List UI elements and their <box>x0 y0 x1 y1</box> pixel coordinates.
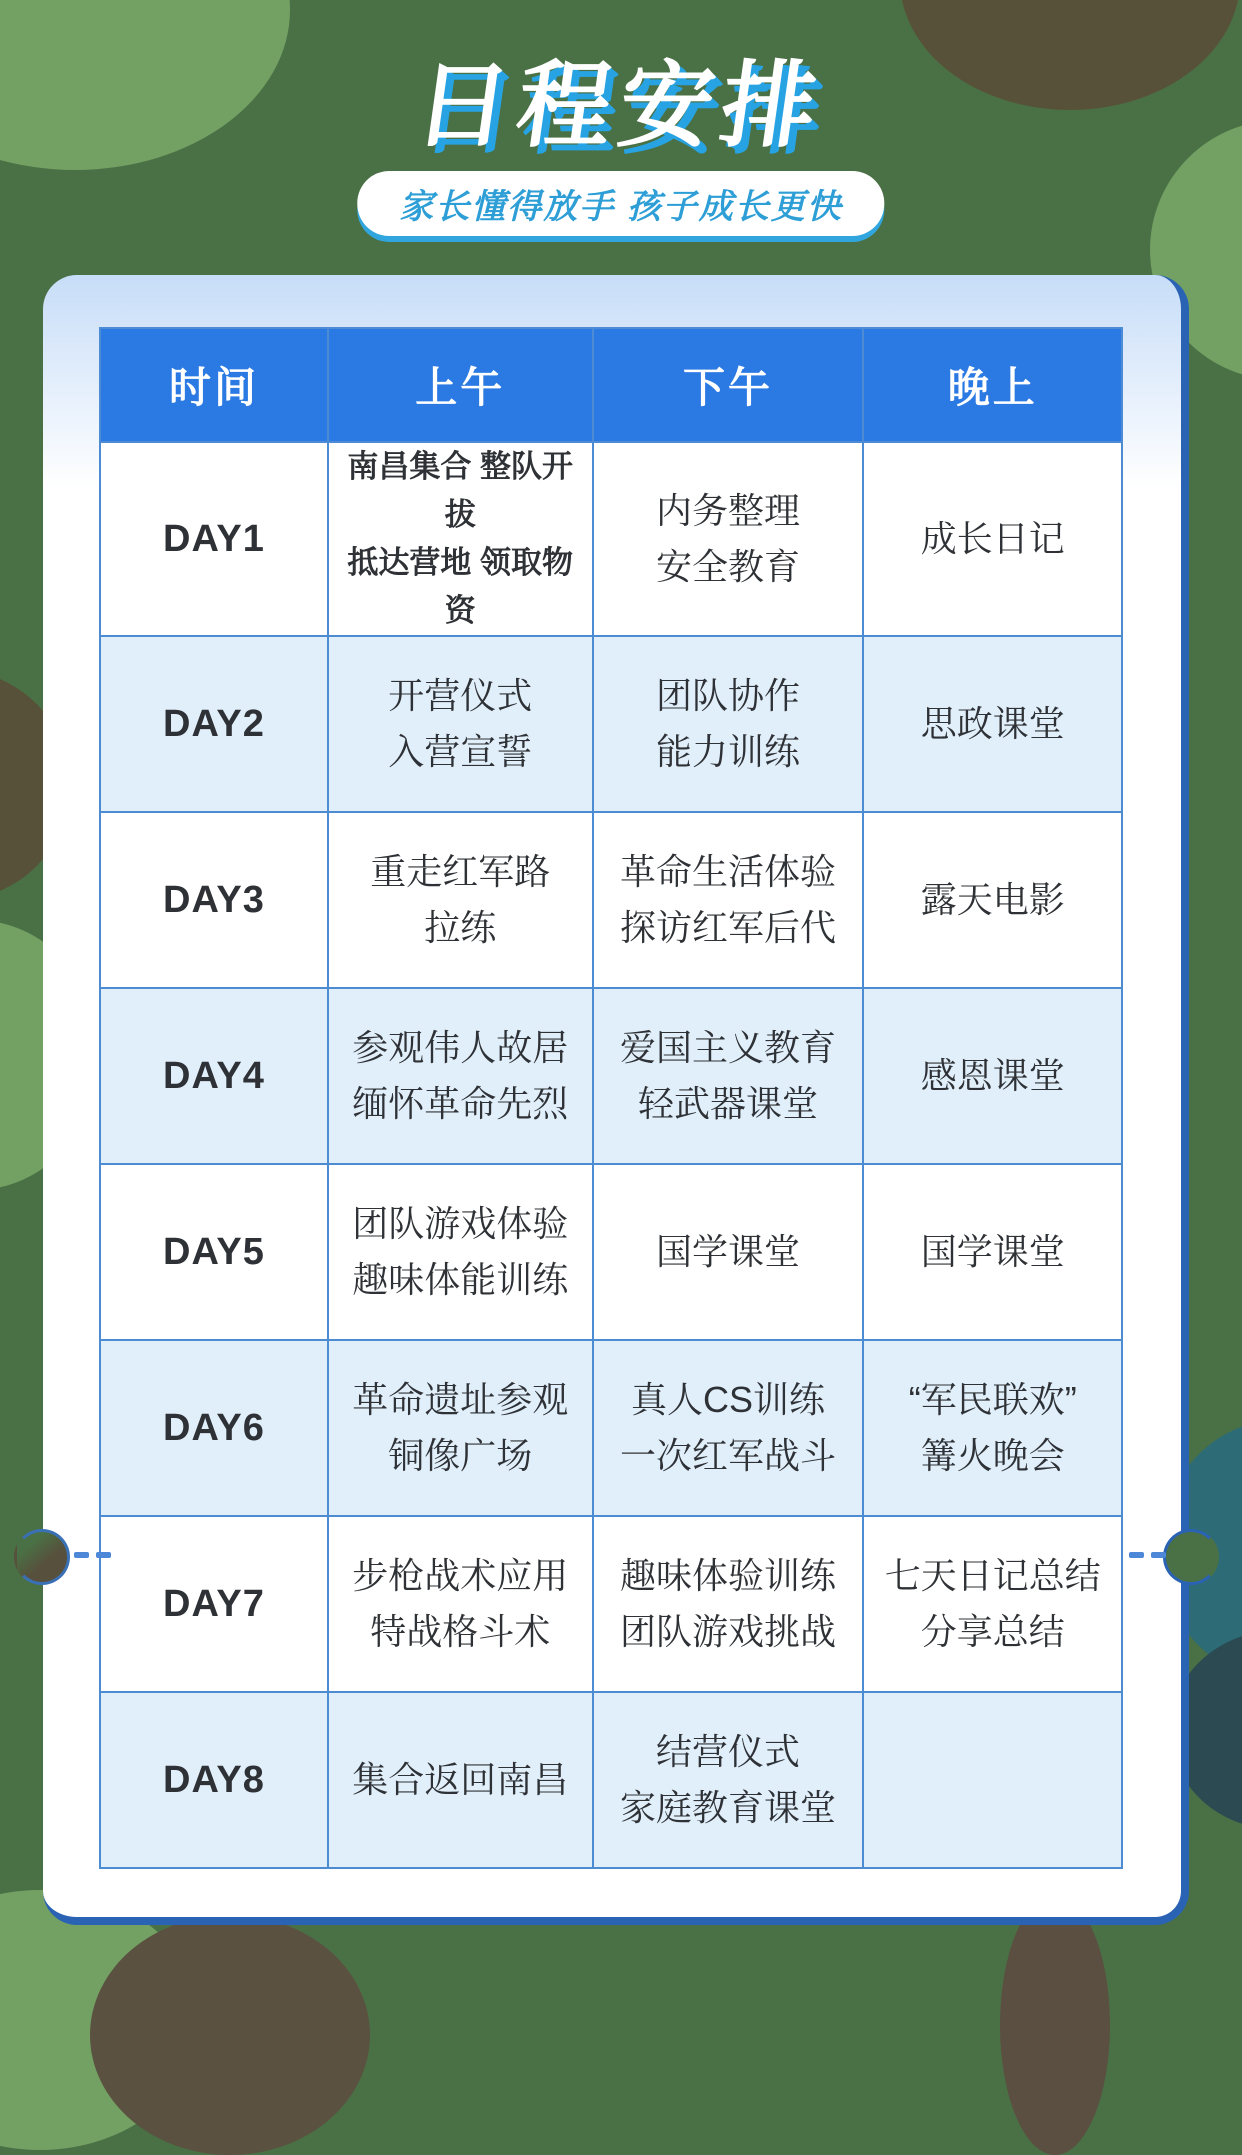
table-row <box>100 1340 1122 1516</box>
activity-line: 分享总结 <box>920 1611 1065 1653</box>
evening-cell <box>863 1164 1122 1340</box>
table-row <box>100 1164 1122 1340</box>
schedule-table <box>99 327 1123 1869</box>
activity-line: “军民联欢” <box>908 1379 1077 1421</box>
activity-line: 安全教育 <box>655 546 800 588</box>
table-row <box>100 442 1122 636</box>
activity-line: 趣味体能训练 <box>352 1259 569 1301</box>
activity-line: 团队游戏体验 <box>352 1203 569 1245</box>
day-label: DAY7 <box>100 1516 328 1692</box>
activity-line: 国学课堂 <box>920 1231 1065 1273</box>
morning-cell <box>328 1692 593 1868</box>
subtitle-pill <box>357 171 884 236</box>
activity-line: 铜像广场 <box>388 1435 533 1477</box>
afternoon-cell <box>593 636 864 812</box>
activity-line: 抵达营地 领取物资 <box>347 545 574 629</box>
ticket-dash <box>96 1552 111 1558</box>
morning-cell <box>328 1340 593 1516</box>
ticket-dash <box>1151 1552 1166 1558</box>
activity-line: 开营仪式 <box>388 675 533 717</box>
activity-line: 革命遗址参观 <box>352 1379 569 1421</box>
activity-line: 入营宣誓 <box>388 731 533 773</box>
activity-line: 七天日记总结 <box>884 1555 1101 1597</box>
evening-cell <box>863 1340 1122 1516</box>
column-header: 晚上 <box>863 328 1122 442</box>
afternoon-cell <box>593 1516 864 1692</box>
subtitle-text: 家长懂得放手 孩子成长更快 <box>399 188 843 226</box>
activity-line: 团队游戏挑战 <box>619 1611 836 1653</box>
activity-line: 爱国主义教育 <box>619 1027 836 1069</box>
page-title: 日程安排 <box>408 53 832 158</box>
morning-cell <box>328 812 593 988</box>
column-header: 时间 <box>100 328 328 442</box>
morning-cell <box>328 442 593 636</box>
activity-line: 趣味体验训练 <box>619 1555 836 1597</box>
afternoon-cell <box>593 1340 864 1516</box>
activity-line: 南昌集合 整队开拔 <box>347 449 574 533</box>
activity-line: 思政课堂 <box>920 703 1065 745</box>
activity-line: 缅怀革命先烈 <box>352 1083 569 1125</box>
morning-cell <box>328 988 593 1164</box>
afternoon-cell <box>593 1164 864 1340</box>
day-label: DAY3 <box>100 812 328 988</box>
evening-cell <box>863 636 1122 812</box>
evening-cell <box>863 812 1122 988</box>
evening-cell <box>863 988 1122 1164</box>
morning-cell <box>328 1164 593 1340</box>
activity-line: 露天电影 <box>920 879 1065 921</box>
activity-line: 成长日记 <box>920 518 1065 560</box>
table-row <box>100 1516 1122 1692</box>
activity-line: 参观伟人故居 <box>352 1027 569 1069</box>
column-header: 上午 <box>328 328 593 442</box>
ticket-dash <box>74 1552 89 1558</box>
evening-cell <box>863 1516 1122 1692</box>
activity-line: 感恩课堂 <box>920 1055 1065 1097</box>
day-label: DAY1 <box>100 442 328 636</box>
table-row <box>100 1692 1122 1868</box>
activity-line: 步枪战术应用 <box>352 1555 569 1597</box>
table-row <box>100 812 1122 988</box>
activity-line: 能力训练 <box>655 731 800 773</box>
day-label: DAY4 <box>100 988 328 1164</box>
activity-line: 探访红军后代 <box>619 907 836 949</box>
activity-line: 重走红军路 <box>370 851 551 893</box>
activity-line: 内务整理 <box>655 490 800 532</box>
ticket-dash <box>1129 1552 1144 1558</box>
afternoon-cell <box>593 442 864 636</box>
activity-line: 特战格斗术 <box>370 1611 551 1653</box>
afternoon-cell <box>593 988 864 1164</box>
ticket-notch-left <box>14 1529 70 1585</box>
ticket-notch-right <box>1163 1529 1219 1585</box>
activity-line: 国学课堂 <box>655 1231 800 1273</box>
activity-line: 真人CS训练 <box>630 1379 825 1421</box>
activity-line: 篝火晚会 <box>920 1435 1065 1477</box>
morning-cell <box>328 636 593 812</box>
afternoon-cell <box>593 1692 864 1868</box>
day-label: DAY5 <box>100 1164 328 1340</box>
activity-line: 轻武器课堂 <box>637 1083 818 1125</box>
activity-line: 拉练 <box>424 907 497 949</box>
table-header-row <box>100 328 1122 442</box>
day-label: DAY6 <box>100 1340 328 1516</box>
morning-cell <box>328 1516 593 1692</box>
activity-line: 结营仪式 <box>655 1731 800 1773</box>
activity-line: 家庭教育课堂 <box>619 1787 836 1829</box>
table-row <box>100 988 1122 1164</box>
afternoon-cell <box>593 812 864 988</box>
camo-blob <box>1000 1895 1110 2155</box>
evening-cell <box>863 1692 1122 1868</box>
activity-line: 革命生活体验 <box>619 851 836 893</box>
table-row <box>100 636 1122 812</box>
column-header: 下午 <box>593 328 864 442</box>
evening-cell <box>863 442 1122 636</box>
activity-line: 集合返回南昌 <box>352 1759 569 1801</box>
day-label: DAY2 <box>100 636 328 812</box>
camo-blob <box>90 1915 370 2155</box>
schedule-card <box>43 275 1189 1925</box>
activity-line: 团队协作 <box>655 675 800 717</box>
day-label: DAY8 <box>100 1692 328 1868</box>
activity-line: 一次红军战斗 <box>619 1435 836 1477</box>
